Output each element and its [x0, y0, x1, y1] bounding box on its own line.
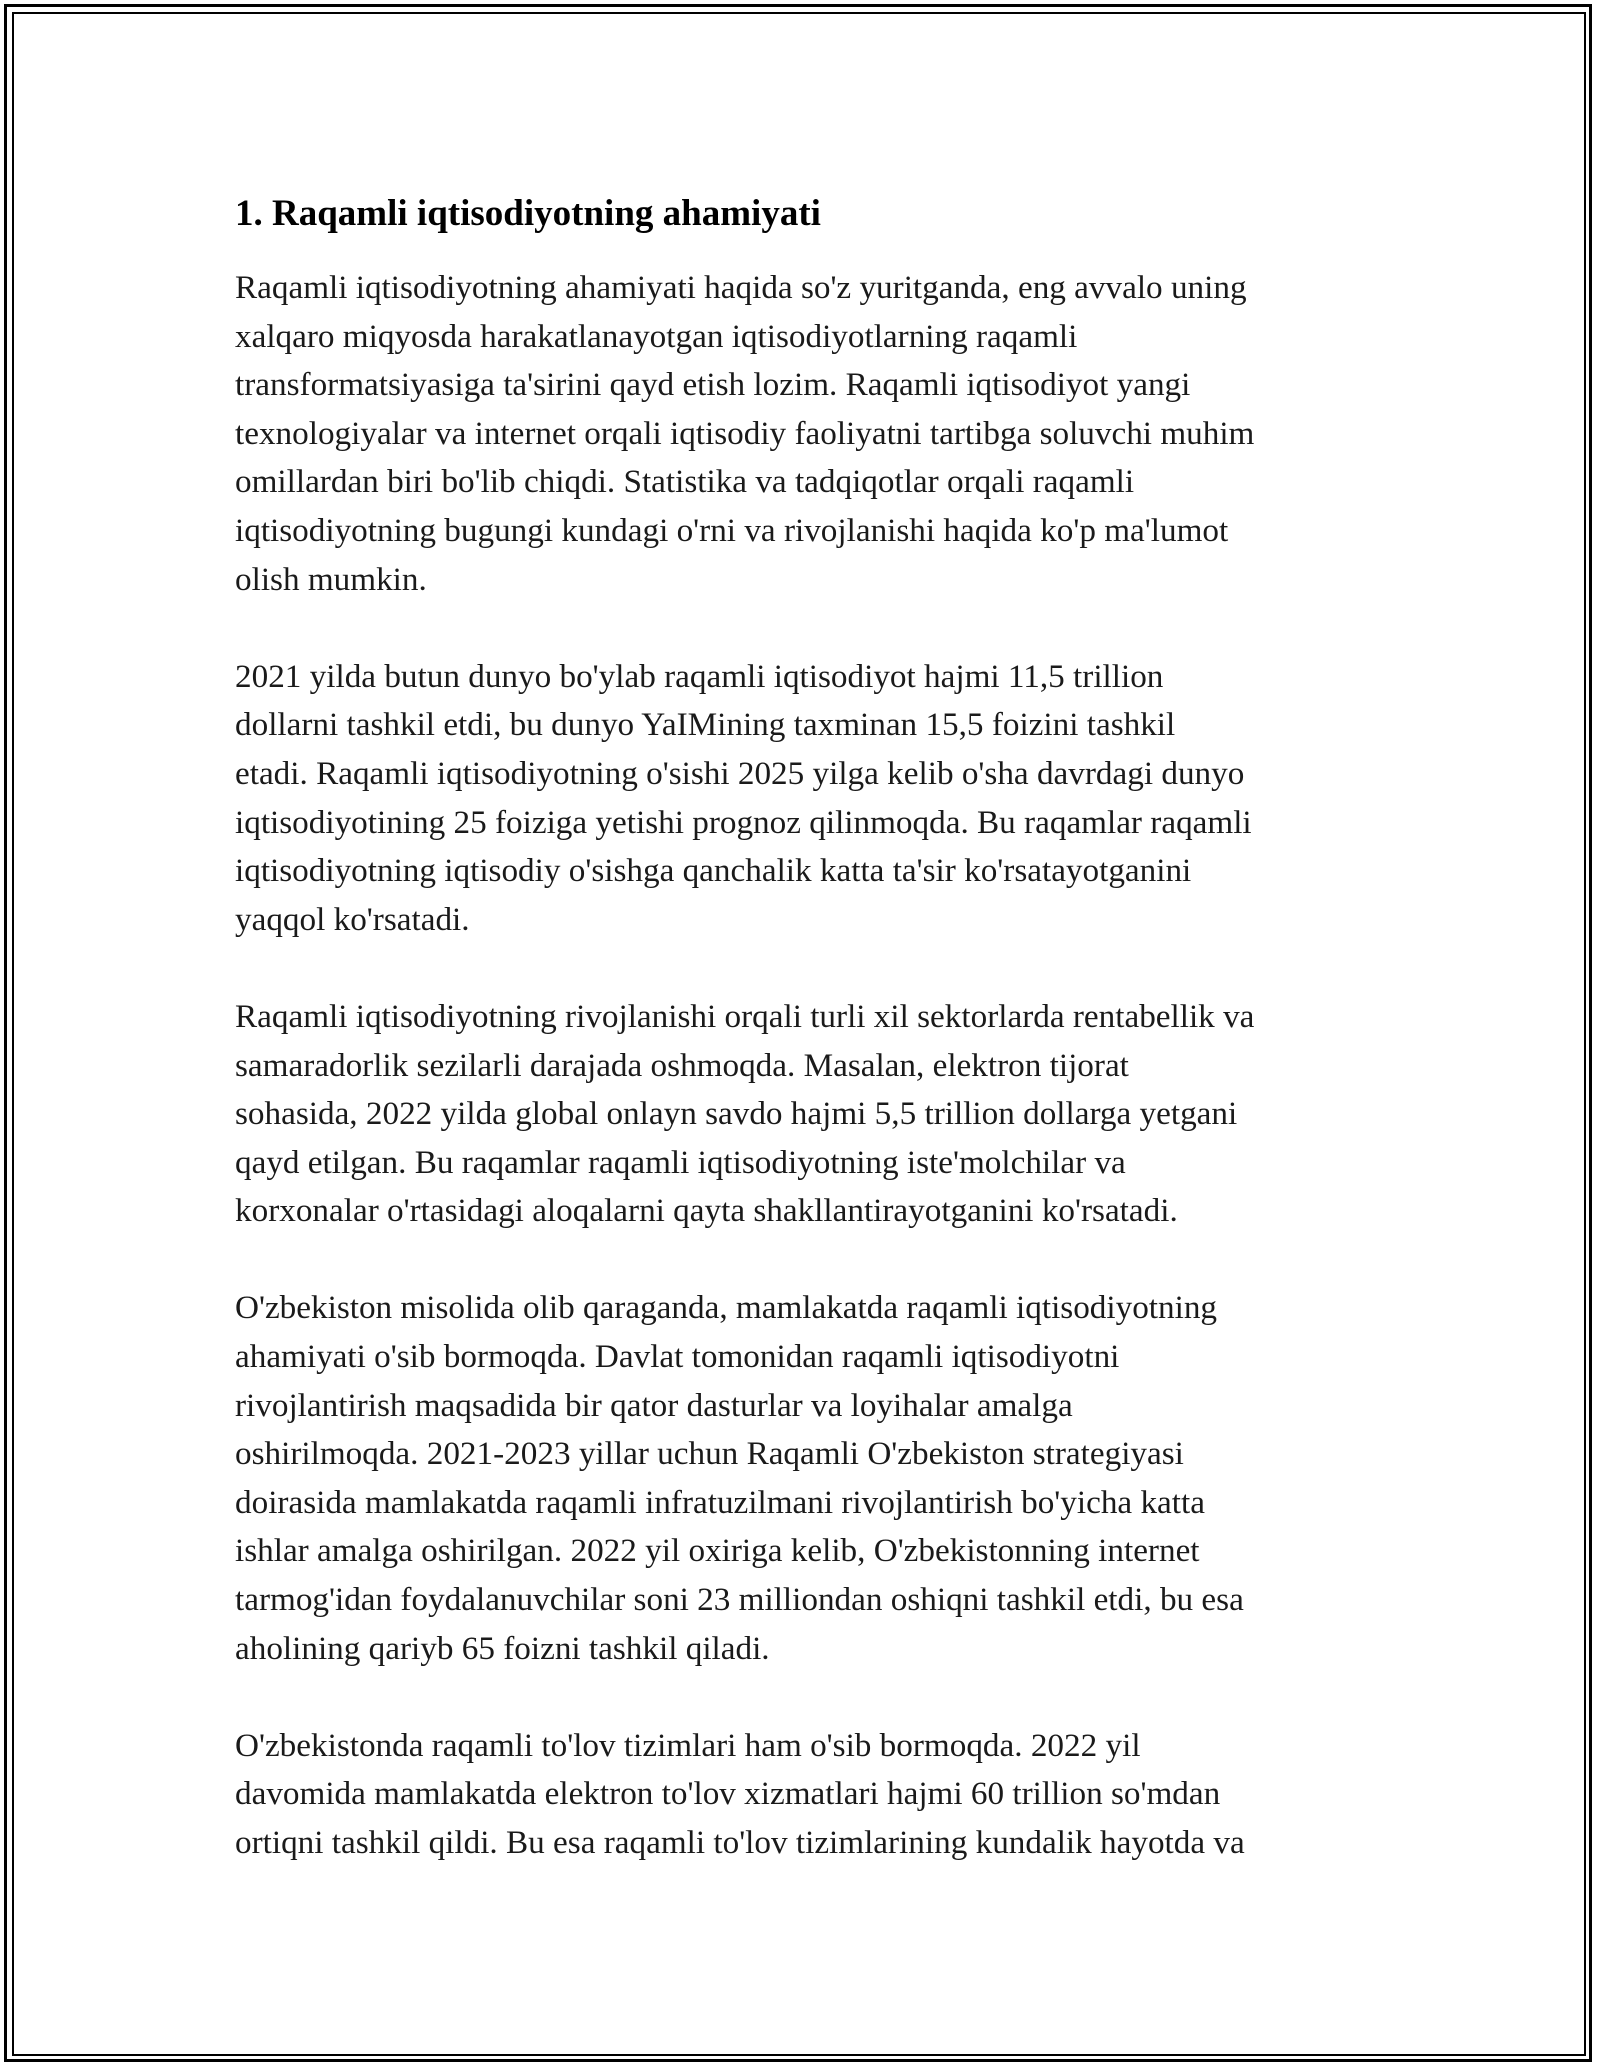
- paragraph-importance: Raqamli iqtisodiyotning ahamiyati haqida so'z yuritganda, eng avvalo uning xalqaro miqyosda harakatlanayotgan iqtisodiyotlarning raqamli transformatsiyasiga ta'sirini qayd etish lozim. Raqamli iqtisodiyot yangi texnologiyalar va internet orqali iqtisodiy faoliyatni tartibga soluvchi muhim omillardan biri bo'lib chiqdi. Statistika va tadqiqotlar orqali raqamli iqtisodiyotning bugungi kundagi o'rni va rivojlanishi haqida ko'p ma'lumot olish mumkin.: [235, 269, 1255, 598]
- paragraph-payment-systems: O'zbekistonda raqamli to'lov tizimlari ham o'sib bormoqda. 2022 yil davomida mamlakatda elektron to'lov xizmatlari hajmi 60 trillion so'mdan ortiqni tashkil qildi. Bu esa raqamli to'lov tizimlarining kundalik hayotda va: [235, 1726, 1245, 1861]
- document-body: [235, 186, 1385, 1916]
- paragraph-uzbekistan: O'zbekiston misolida olib qaraganda, mamlakatda raqamli iqtisodiyotning ahamiyati o'sib bormoqda. Davlat tomonidan raqamli iqtisodiyotni rivojlantirish maqsadida bir qator dasturlar va loyihalar amalga oshirilmoqda. 2021-2023 yillar uchun Raqamli O'zbekiston strategiyasi doirasida mamlakatda raqamli infratuzilmani rivojlantirish bo'yicha katta ishlar amalga oshirilgan. 2022 yil oxiriga kelib, O'zbekistonning internet tarmog'idan foydalanuvchilar soni 23 milliondan oshiqni tashkil etdi, bu esa aholining qariyb 65 foizni tashkil qiladi.: [235, 1289, 1244, 1667]
- paragraph-ecommerce: Raqamli iqtisodiyotning rivojlanishi orqali turli xil sektorlarda rentabellik va samaradorlik sezilarli darajada oshmoqda. Masalan, elektron tijorat sohasida, 2022 yilda global onlayn savdo hajmi 5,5 trillion dollarga yetgani qayd etilgan. Bu raqamlar raqamli iqtisodiyotning iste'molchilar va korxonalar o'rtasidagi aloqalarni qayta shakllantirayotganini ko'rsatadi.: [235, 997, 1255, 1230]
- paragraph-global-statistics: 2021 yilda butun dunyo bo'ylab raqamli iqtisodiyot hajmi 11,5 trillion dollarni tashkil etdi, bu dunyo YaIMining taxminan 15,5 foizini tashkil etadi. Raqamli iqtisodiyotning o'sishi 2025 yilga kelib o'sha davrdagi dunyo iqtisodiyotining 25 foiziga yetishi prognoz qilinmoqda. Bu raqamlar raqamli iqtisodiyotning iqtisodiy o'sishga qanchalik katta ta'sir ko'rsatayotganini yaqqol ko'rsatadi.: [235, 657, 1252, 938]
- section-title: 1. Raqamli iqtisodiyotning ahamiyati: [235, 193, 821, 234]
